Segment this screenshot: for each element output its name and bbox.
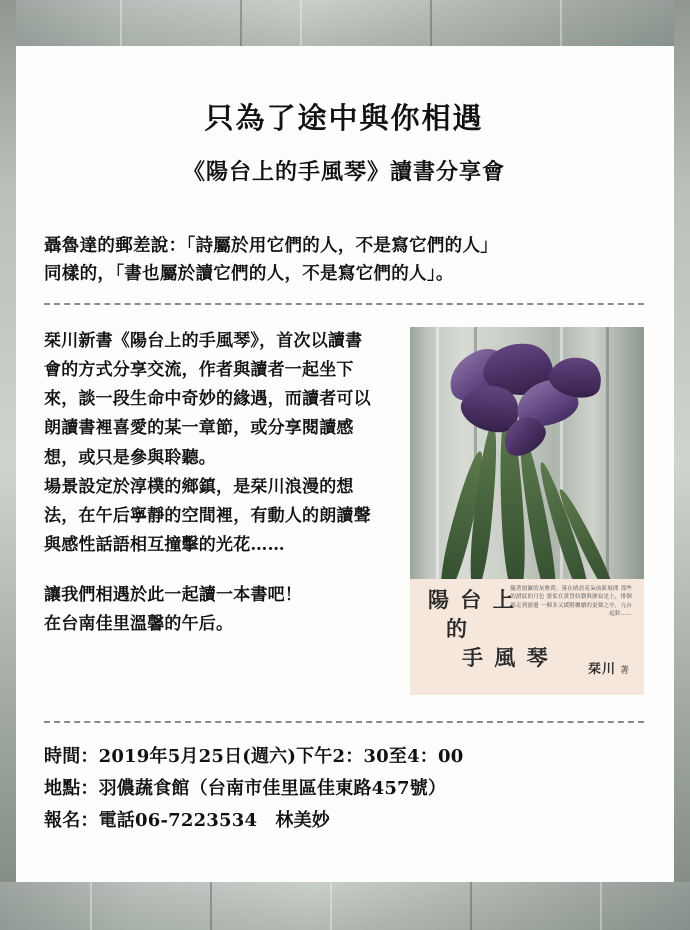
event-place: 地點：羽儂蔬食館（台南市佳里區佳東路457號） [44,777,447,799]
event-info [44,741,644,837]
quote-block [44,232,644,289]
cover-blurb: 隨著窗簾的灰塵荷，落在晴晨花朵前新展開 那些的譜紋的月色 婆娑在黃昏妨翳與靜寂是上，徘徊彫走到窗邊 一陣多又緩階纏續的更聲之中，亢台起鈴…… [510,585,632,618]
body-area [44,327,644,695]
background-photo-right-edge [674,0,690,930]
quote-line-2: 同樣的，「書也屬於讀它們的人，不是寫它們的人」。 [44,264,454,285]
poster-content [44,60,644,837]
page-subtitle: 《陽台上的手風琴》讀書分享會 [182,159,505,185]
background-photo-left-edge [0,0,16,930]
body-paragraph-3: 讓我們相遇於此一起讀一本書吧！ [44,584,302,605]
body-paragraph-4: 在台南佳里溫馨的午后。 [44,613,234,634]
quote-line-1: 聶魯達的郵差說：「詩屬於用它們的人，不是寫它們的人」 [44,236,499,256]
cover-title-line-1: 陽 台 上 [428,586,516,612]
cover-author-suffix: 著 [619,665,630,676]
book-cover-image [410,327,644,695]
page-title: 只為了途中與你相遇 [204,101,484,135]
poster-sheet [16,46,674,882]
cover-author-name: 栞川 [587,661,616,677]
cover-photo [410,327,644,579]
divider-bottom [44,721,644,723]
event-signup: 報名：電話06-7223534 林美妙 [44,809,330,831]
event-time: 時間：2019年5月25日(週六)下午2：30至4：00 [44,745,464,767]
background-photo-top [0,0,690,46]
cover-title-line-3: 手 風 琴 [462,644,550,670]
body-paragraph-2: 場景設定於淳樸的鄉鎮，是栞川浪漫的想法，在午后寧靜的空間裡，有動人的朗讀聲與感性話語相互撞擊的光花…… [44,476,371,556]
background-photo-bottom [0,882,690,930]
cover-author [588,658,630,677]
cover-title-line-2: 的 [446,615,469,641]
body-paragraph-1: 栞川新書《陽台上的手風琴》，首次以讀書會的方式分享交流，作者與讀者一起坐下來，談一段生命中奇妙的緣遇，而讀者可以朗讀書裡喜愛的某一章節，或分享閱讀感想，或只是參與聆聽。 [44,330,371,468]
body-text [44,327,374,639]
divider-top [44,303,644,305]
